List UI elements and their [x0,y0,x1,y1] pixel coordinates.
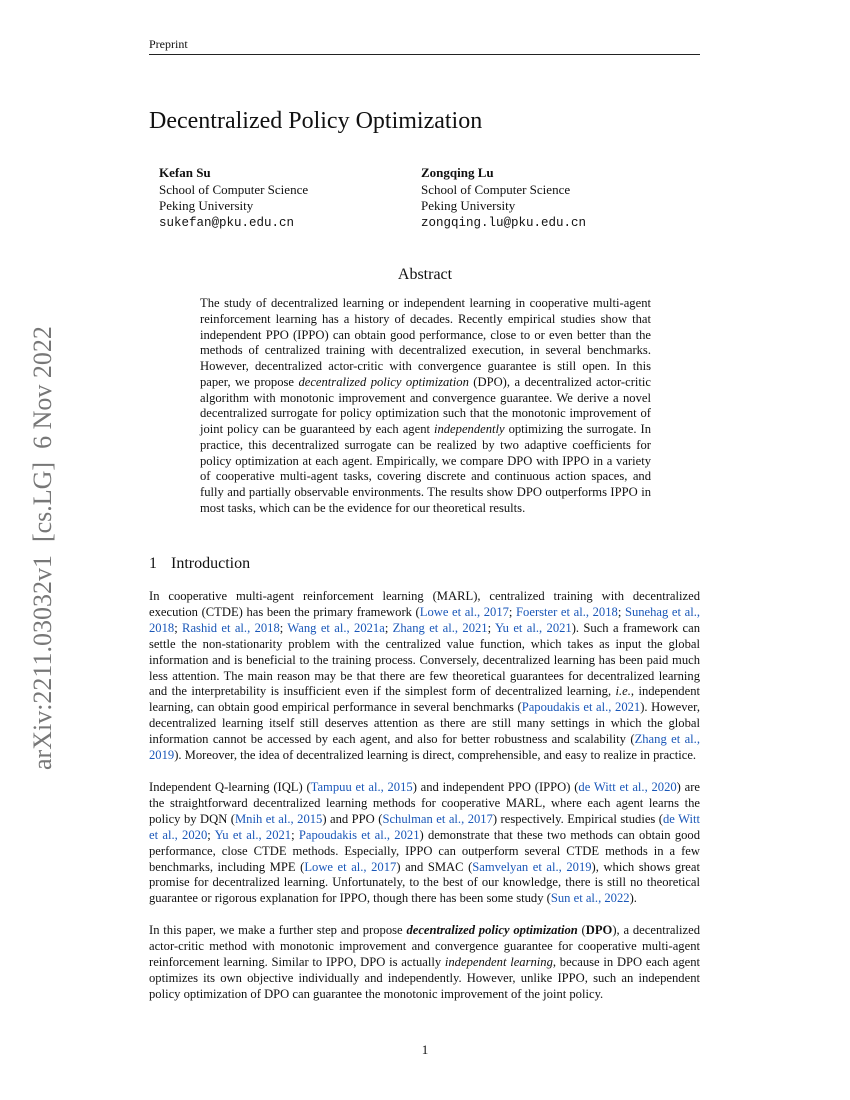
text: ) are the straightforward decentralized learning methods for cooperative MARL, where each agent learns the policy by DQN ( [149,780,701,826]
text: ; [279,620,288,635]
section-heading [149,555,250,573]
text: ( [577,923,586,937]
text: In cooperative multi-agent reinforcement learning (MARL), centralized training with decentralized execution (CTDE) has been the primary framework ( [149,589,700,619]
text: , independent learning, can obtain good empirical performance in several benchmarks ( [149,684,700,715]
running-header: Preprint [149,37,700,55]
emphasis: independent learning [444,954,553,969]
author-block [421,165,586,231]
text: ; [617,604,625,619]
text: Independent Q-learning (IQL) ( [149,780,311,794]
abstract-text-part: optimizing the surrogate. In practice, this decentralized surrogate can be realized by two adaptive coefficients for policy optimization at each agent. Empirically, we compare DPO with IPPO in a variety of cooperative multi-agent tasks, covering discrete and continuous action spaces, and fully and partially observable environments. The results show DPO outperforms IPPO in most tasks, which can be the evidence for our theoretical results. [200,422,651,515]
text: ). Moreover, the idea of decentralized learning is direct, comprehensible, and easy to realize in practice. [174,748,697,763]
text: ) and SMAC ( [396,859,473,874]
paragraph [149,589,700,764]
text: ; [384,620,393,635]
citation-link[interactable]: Yu et al., 2021 [494,620,572,635]
author-university: Peking University [159,198,254,213]
text: ). [629,891,637,906]
text: ) respectively. Empirical studies ( [492,811,663,826]
emphasis: i.e. [615,684,631,699]
arxiv-identifier: arXiv:2211.03032v1 [cs.LG] 6 Nov 2022 [28,326,57,770]
citation-link[interactable]: Zhang et al., 2019 [149,732,700,763]
author-email: zongqing.lu@pku.edu.cn [421,215,587,230]
author-email: sukefan@pku.edu.cn [159,215,295,230]
text: ) and independent PPO (IPPO) ( [412,780,579,794]
citation-link[interactable]: Papoudakis et al., 2021 [521,700,641,715]
citation-link[interactable]: Papoudakis et al., 2021 [298,827,420,842]
text: ; [174,620,183,635]
citation-link[interactable]: de Witt et al., 2020 [149,811,700,842]
citation-link[interactable]: Mnih et al., 2015 [234,811,323,826]
author-university: Peking University [421,198,516,213]
citation-link[interactable]: Sun et al., 2022 [550,891,630,906]
text: ) demonstrate that these two methods can obtain good performance, close CTDE methods. Especially, IPPO can outperform several CTDE methods in a few benchmarks, including MPE ( [149,827,701,874]
abstract-text [200,296,651,517]
text: ; [207,827,215,842]
author-name: Zongqing Lu [421,165,494,180]
citation-link[interactable]: Tampuu et al., 2015 [310,780,413,794]
citation-link[interactable]: Sunehag et al., 2018 [149,604,701,635]
citation-link[interactable]: Lowe et al., 2017 [304,859,397,874]
section-number: 1 [149,555,157,572]
page-number: 1 [421,1042,429,1057]
citation-link[interactable]: Rashid et al., 2018 [182,620,280,635]
citation-link[interactable]: Yu et al., 2021 [214,827,292,842]
abstract-emphasis: decentralized policy optimization [298,374,469,389]
citation-link[interactable]: Samvelyan et al., 2019 [472,859,592,874]
abstract-text-part: The study of decentralized learning or independent learning in cooperative multi-agent reinforcement learning has a history of decades. Recently empirical studies show that independent PPO (IPPO) can obtain good performance, close to or even better than the methods of centralized training with decentralized execution, in several benchmarks. However, decentralized actor-critic with convergence guarantee is still open. In this paper, we propose [200,296,651,389]
paragraph [149,780,700,907]
text: In this paper, we make a further step and propose [149,923,407,937]
text: ), a decentralized actor-critic method with monotonic improvement and convergence guarantee for cooperative multi-agent reinforcement learning. Similar to IPPO, DPO is actually [149,923,700,969]
text: ; [508,604,517,619]
citation-link[interactable]: de Witt et al., 2020 [578,780,677,794]
text: ). Such a framework can settle the non-stationarity problem with the centralized value function, which takes as input the global information and is beneficial to the training process. Conversely, decentralized learning has been paid much less attention. The main reason may be that there are few theoretical guarantees for decentralized learning and the interpretability is insufficient even if the simplest form of decentralized learning, [149,620,700,699]
author-block [159,165,308,231]
text: ). However, decentralized learning itself still deserves attention as there are still many settings in which the global information cannot be accessed by each agent, and also for better robustness and scalability ( [149,700,700,747]
citation-link[interactable]: Wang et al., 2021a [287,620,385,635]
text: , because in DPO each agent optimizes its own objective individually and independently. However, unlike IPPO, such an independent policy optimization of DPO can guarantee the monotonic improvement of the joint policy. [149,954,700,1001]
author-department: School of Computer Science [159,181,309,197]
abstract-heading: Abstract [397,266,453,283]
citation-link[interactable]: Lowe et al., 2017 [419,604,509,619]
text: ; [487,620,495,635]
paper-title: Decentralized Policy Optimization [149,108,483,134]
text: ; [291,827,299,842]
paragraph [149,923,700,1003]
text: ), which shows great promise for decentralized learning. Unfortunately, to the best of our knowledge, there is still no theoretical guarantee or rigorous explanation for IPPO, though there has been some study ( [149,859,700,906]
author-name: Kefan Su [159,165,211,180]
author-department: School of Computer Science [421,181,571,197]
citation-link[interactable]: Zhang et al., 2021 [392,620,488,635]
text: ) and PPO ( [322,811,383,826]
abstract-emphasis: independently [433,422,505,436]
section-title: Introduction [171,555,251,572]
abstract-text-part: (DPO), a decentralized actor-critic algorithm with monotonic improvement and convergence guarantee. We derive a novel decentralized surrogate for policy optimization such that the monotonic improvement of joint policy can be guaranteed by each agent [200,374,651,436]
emphasis: decentralized policy optimization [406,923,578,937]
acronym: DPO [585,923,613,937]
citation-link[interactable]: Schulman et al., 2017 [382,811,493,826]
citation-link[interactable]: Foerster et al., 2018 [516,604,618,619]
